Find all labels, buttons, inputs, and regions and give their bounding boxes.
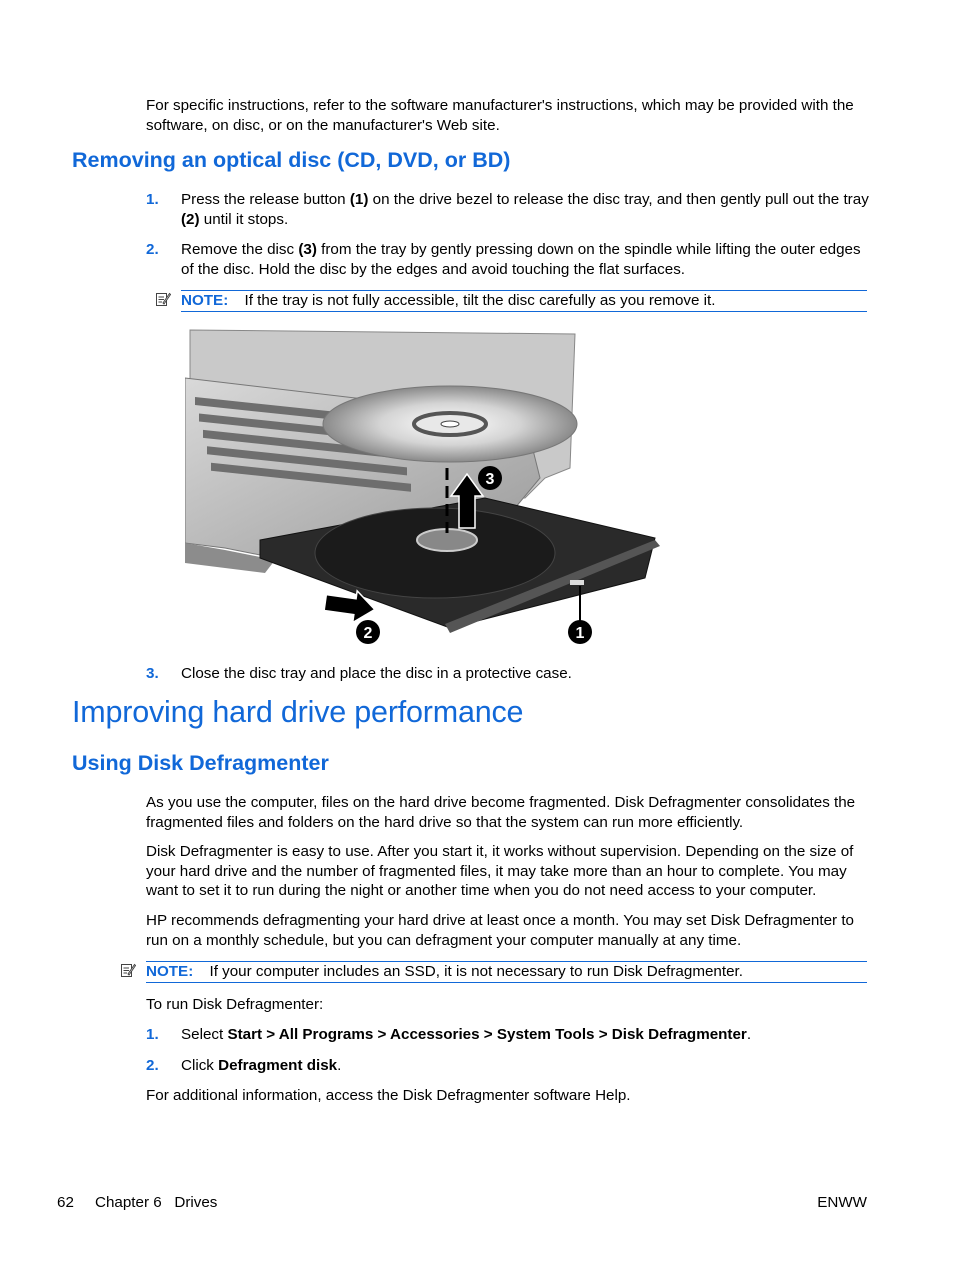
defrag-step-2-text: Click Defragment disk.: [181, 1057, 342, 1074]
optical-drive-illustration: [185, 328, 665, 648]
paragraph: For additional information, access the Disk Defragmenter software Help.: [146, 1087, 631, 1104]
paragraph: As you use the computer, files on the hard drive become fragmented. Disk Defragmenter consolidates the fragmented files and folders on the hard drive so that the system can run more efficiently.: [146, 794, 856, 831]
section-heading-removing-disc: Removing an optical disc (CD, DVD, or BD): [72, 148, 511, 172]
note-box: [146, 961, 867, 983]
page-number: 62: [57, 1194, 74, 1211]
note-text: If the tray is not fully accessible, tilt the disc carefully as you remove it.: [244, 292, 716, 309]
step-3-text: Close the disc tray and place the disc in a protective case.: [181, 665, 572, 682]
note-pencil-icon: [155, 291, 171, 307]
intro-paragraph: For specific instructions, refer to the software manufacturer's instructions, which may be provided with the software, on disc, or on the manufacturer's Web site.: [146, 97, 854, 134]
note-icon: [155, 291, 171, 313]
callout-2-label: 2: [363, 625, 373, 642]
footer-enww: ENWW: [817, 1194, 867, 1211]
callout-1-label: 1: [575, 625, 585, 642]
step-number: 2.: [146, 241, 159, 258]
callout-3-label: 3: [485, 471, 495, 488]
chapter-section-heading: Improving hard drive performance: [72, 695, 524, 729]
tray-well: [315, 508, 555, 598]
step-number: 1.: [146, 191, 159, 208]
paragraph: To run Disk Defragmenter:: [146, 996, 324, 1013]
paragraph: HP recommends defragmenting your hard drive at least once a month. You may set Disk Defragmenter to run on a monthly schedule, but you can defragment your computer manually at any time.: [146, 912, 854, 949]
note-text: If your computer includes an SSD, it is not necessary to run Disk Defragmenter.: [209, 963, 743, 980]
defrag-step-1-text: Select Start > All Programs > Accessories > System Tools > Disk Defragmenter.: [181, 1026, 752, 1043]
note-label: NOTE:: [146, 963, 194, 980]
note-icon: [120, 962, 136, 984]
note-label: NOTE:: [181, 292, 229, 309]
step-2-text: Remove the disc (3) from the tray by gently pressing down on the spindle while lifting the outer edges of the disc. Hold the disc by the edges and avoid touching the flat surfaces.: [181, 241, 861, 278]
subsection-heading-defragmenter: Using Disk Defragmenter: [72, 751, 329, 775]
note-box: [181, 290, 867, 312]
step-1-text: Press the release button (1) on the drive bezel to release the disc tray, and then gently pull out the tray (2) until it stops.: [181, 191, 869, 228]
note-pencil-icon: [120, 962, 136, 978]
step-number: 3.: [146, 665, 159, 682]
step-number: 1.: [146, 1026, 159, 1043]
disc-hole: [441, 421, 459, 427]
release-button: [570, 580, 584, 585]
footer-chapter: Chapter 6 Drives: [95, 1194, 218, 1211]
optical-drive-figure: [185, 328, 665, 648]
step-number: 2.: [146, 1057, 159, 1074]
paragraph: Disk Defragmenter is easy to use. After you start it, it works without supervision. Depending on the size of your hard drive and the number of fragmented files, it may take more than an hour to complete. You may want to set it to run during the night or another time when you do not need access to your computer.: [146, 843, 854, 899]
